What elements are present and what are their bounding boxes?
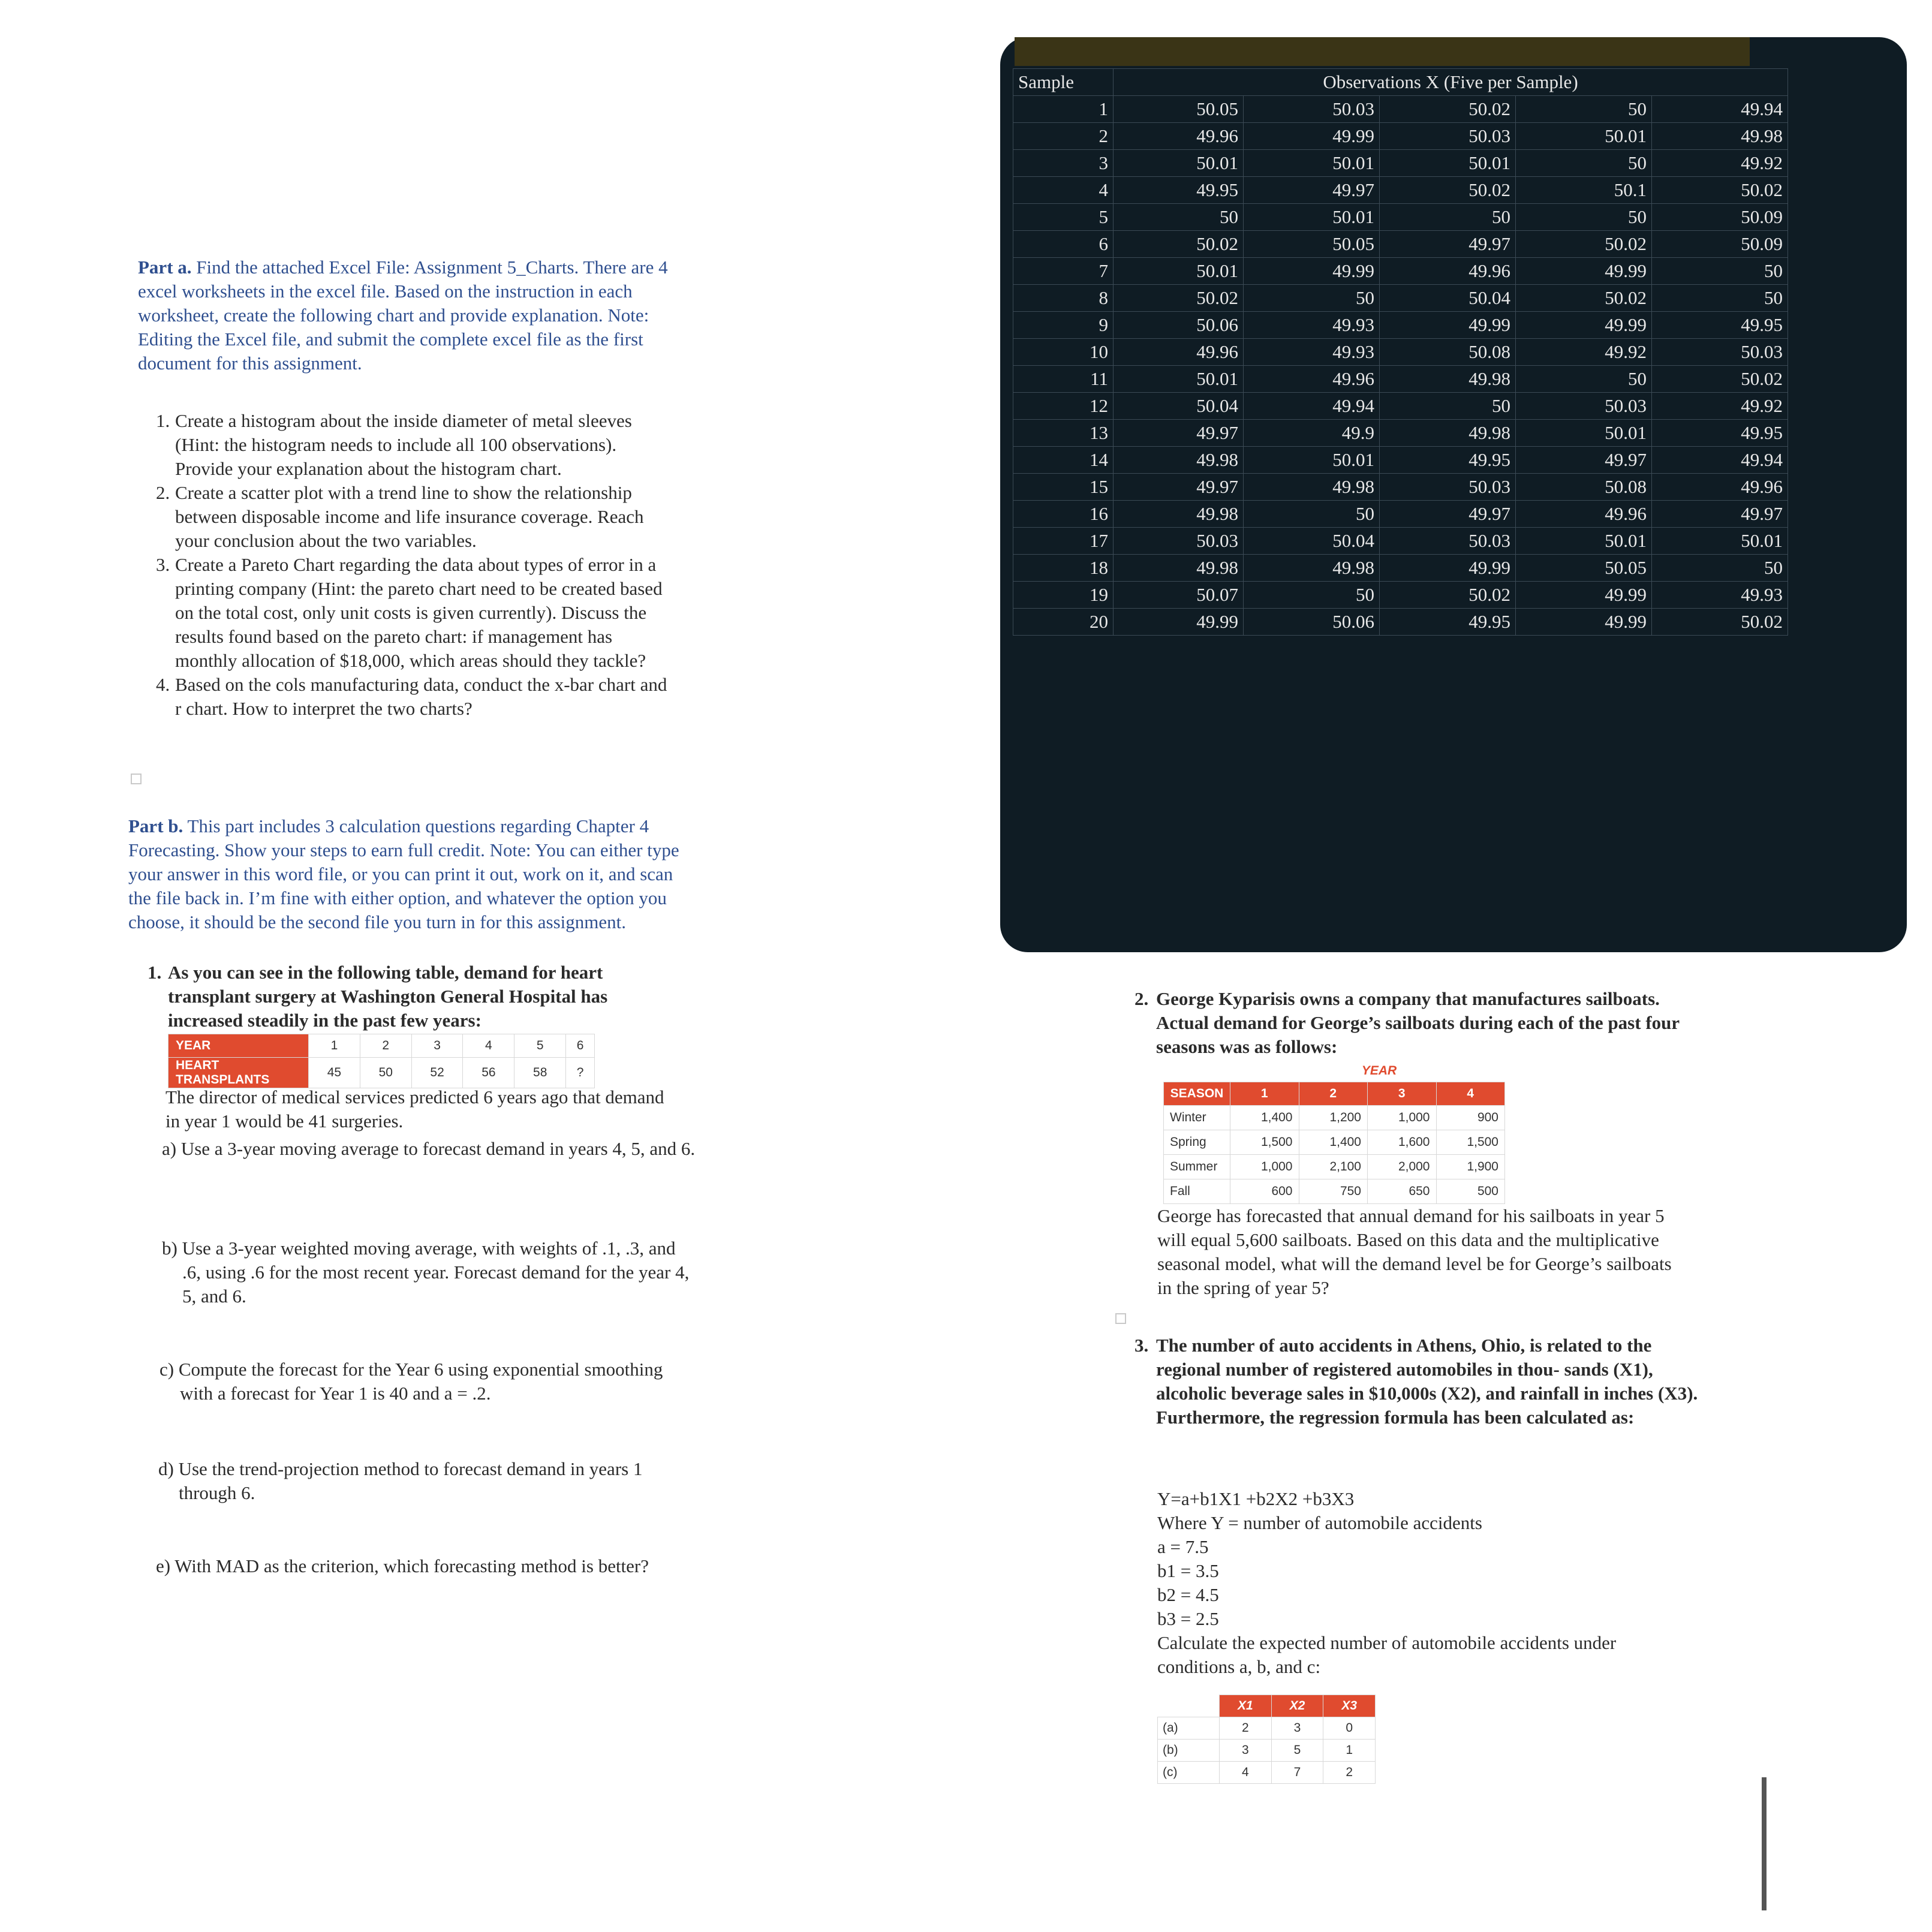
table-row [1013,501,1788,528]
vertical-divider [1762,1777,1767,1910]
observation-value: 49.98 [1380,420,1516,447]
table-row [1013,420,1788,447]
observation-value: 50.09 [1652,231,1788,258]
where-text: Where Y = number of automobile accidents [1157,1512,1482,1533]
observation-value: 49.99 [1516,609,1652,636]
demand-value: 1,900 [1436,1155,1505,1179]
observation-value: 49.98 [1114,447,1244,474]
observation-value: 50.01 [1516,123,1652,150]
sample-number: 18 [1013,555,1114,582]
task-item: 1. Create a histogram about the inside diameter of metal sleeves (Hint: the histogram needs to include all 100 observations). Provide your explanation about the histogram chart. [156,410,632,479]
observation-value: 50.08 [1516,474,1652,501]
observation-value: 50.01 [1114,150,1244,177]
q1-part-a: a) Use a 3-year moving average to forecast demand in years 4, 5, and 6. [162,1138,696,1159]
observation-value: 49.96 [1114,123,1244,150]
season-name: Summer [1164,1155,1230,1179]
table-row [1158,1762,1376,1784]
demand-value: 1,500 [1436,1130,1505,1155]
observation-value: 50.02 [1380,177,1516,204]
demand-value: 1,200 [1299,1106,1368,1130]
table-row [1013,285,1788,312]
table-row: SEASON 1 2 3 4 [1164,1082,1505,1106]
observation-value: 49.99 [1114,609,1244,636]
observation-value: 50.1 [1516,177,1652,204]
table-row: X1 X2 X3 [1158,1695,1376,1717]
season-name: Spring [1164,1130,1230,1155]
sample-number: 1 [1013,96,1114,123]
condition-value: 2 [1323,1762,1376,1784]
observation-value: 50 [1244,582,1380,609]
observation-value: 50.01 [1244,150,1380,177]
sample-number: 17 [1013,528,1114,555]
condition-value: 5 [1271,1740,1323,1762]
observation-value: 50.01 [1114,366,1244,393]
observation-value: 50.02 [1380,96,1516,123]
observation-value: 49.99 [1244,258,1380,285]
table-row [1013,366,1788,393]
observations-panel [1000,37,1907,952]
coef-b3: b3 = 2.5 [1157,1608,1219,1629]
sailboat-demand-table [1163,1082,1505,1204]
table-row [1013,312,1788,339]
condition-value: 1 [1323,1740,1376,1762]
observation-value: 49.99 [1380,312,1516,339]
observation-value: 50.03 [1244,96,1380,123]
table-row [1013,447,1788,474]
part-a-heading: Part a. [138,257,192,278]
observation-value: 50 [1516,96,1652,123]
sample-number: 3 [1013,150,1114,177]
condition-value: 7 [1271,1762,1323,1784]
question-2-title: 2. George Kyparisis owns a company that manufactures sailboats. Actual demand for George’s sailboats during each of the past four seasons was as follows: [1134,988,1680,1057]
observation-value: 49.95 [1380,609,1516,636]
sample-number: 2 [1013,123,1114,150]
observation-value: 49.99 [1516,582,1652,609]
observation-value: 49.92 [1516,339,1652,366]
sample-number: 15 [1013,474,1114,501]
observation-value: 50.01 [1114,258,1244,285]
q1-part-b: b) Use a 3-year weighted moving average, with weights of .1, .3, and .6, using .6 for the most recent year. Forecast demand for the year 4, 5, and 6. [162,1238,690,1307]
observation-value: 49.93 [1652,582,1788,609]
table-row [1013,204,1788,231]
task-item: 3. Create a Pareto Chart regarding the data about types of error in a printing company (Hint: the pareto chart need to be created based on the total cost, only unit costs is given currently). Discuss the results found based on the pareto chart: if management has monthly allocation of $18,000, which areas should they tackle? [156,554,663,671]
observation-value: 50 [1652,555,1788,582]
observation-value: 50.03 [1380,123,1516,150]
sample-number: 20 [1013,609,1114,636]
observation-value: 49.93 [1244,339,1380,366]
demand-value: 2,100 [1299,1155,1368,1179]
task-item: 4. Based on the cols manufacturing data, conduct the x-bar chart and r chart. How to interpret the two charts? [156,674,667,719]
season-name: Fall [1164,1179,1230,1204]
observation-value: 50.01 [1516,528,1652,555]
table-row [1158,1740,1376,1762]
observation-value: 49.97 [1652,501,1788,528]
sample-number: 14 [1013,447,1114,474]
observation-value: 49.95 [1652,420,1788,447]
demand-value: 650 [1368,1179,1437,1204]
part-b-intro: This part includes 3 calculation questions regarding Chapter 4 Forecasting. Show your steps to earn full credit. Note: You can either type your answer in this word file, or you can print it out, work on it, and scan the file back in. I’m fine with either option, and whatever the option you choose, it should be the second file you turn in for this assignment. [128,815,679,932]
observation-value: 49.94 [1652,96,1788,123]
part-b-section [128,814,686,934]
observation-value: 50 [1516,204,1652,231]
table-row [1013,609,1788,636]
demand-value: 1,500 [1230,1130,1299,1155]
part-a-intro: Find the attached Excel File: Assignment 5_Charts. There are 4 excel worksheets in the excel file. Based on the instruction in each worksheet, create the following chart and provide explanation. Note: Editing the Excel file, and submit the complete excel file as the first document for this assignment. [138,257,668,374]
observation-value: 49.92 [1652,150,1788,177]
observation-value: 50.03 [1114,528,1244,555]
observation-value: 49.97 [1114,474,1244,501]
observation-value: 50 [1652,285,1788,312]
sample-number: 4 [1013,177,1114,204]
sample-number: 13 [1013,420,1114,447]
demand-value: 1,400 [1299,1130,1368,1155]
observation-value: 49.99 [1516,258,1652,285]
calc-text: Calculate the expected number of automobile accidents under conditions a, b, and c: [1157,1632,1617,1677]
observation-value: 50.07 [1114,582,1244,609]
demand-value: 1,000 [1230,1155,1299,1179]
observation-value: 49.97 [1380,501,1516,528]
part-a-task-list [156,409,678,721]
table-row [1013,96,1788,123]
panel-header-band [1015,37,1750,66]
observation-value: 50.05 [1114,96,1244,123]
season-name: Winter [1164,1106,1230,1130]
condition-value: 3 [1271,1717,1323,1740]
sample-number: 10 [1013,339,1114,366]
table-row [1013,231,1788,258]
checkbox-icon[interactable] [131,774,142,784]
sample-number: 8 [1013,285,1114,312]
observation-value: 50.01 [1244,447,1380,474]
q1-part-c: c) Compute the forecast for the Year 6 using exponential smoothing with a forecast for Year 1 is 40 and a = .2. [160,1359,663,1404]
observation-value: 50.02 [1516,285,1652,312]
observation-value: 50.02 [1114,231,1244,258]
observation-value: 49.98 [1652,123,1788,150]
observations-table [1013,68,1788,636]
table-row [1013,555,1788,582]
table-row [1013,150,1788,177]
observation-value: 49.96 [1652,474,1788,501]
observation-value: 50.03 [1652,339,1788,366]
observation-value: 50.03 [1380,528,1516,555]
table-row [1013,339,1788,366]
observation-value: 50.01 [1380,150,1516,177]
sample-number: 11 [1013,366,1114,393]
q1-note: The director of medical services predicted 6 years ago that demand in year 1 would be 41 surgeries. [165,1087,664,1131]
observation-value: 49.96 [1244,366,1380,393]
observation-value: 49.98 [1380,366,1516,393]
part-b-heading: Part b. [128,815,183,836]
demand-value: 2,000 [1368,1155,1437,1179]
observation-value: 50 [1516,366,1652,393]
observation-value: 49.97 [1516,447,1652,474]
q3-formula-block [1157,1487,1685,1679]
observation-value: 50.04 [1244,528,1380,555]
sample-number: 7 [1013,258,1114,285]
sample-number: 19 [1013,582,1114,609]
table-row [1013,393,1788,420]
heart-transplants-label: HEART TRANSPLANTS [168,1058,309,1088]
table-row [1013,582,1788,609]
observation-value: 49.96 [1516,501,1652,528]
observation-value: 50.01 [1244,204,1380,231]
part-a-section [138,255,696,375]
table-row [1164,1106,1505,1130]
observation-value: 49.98 [1114,555,1244,582]
sample-number: 9 [1013,312,1114,339]
table-row [1164,1130,1505,1155]
table-row [1013,528,1788,555]
observation-value: 50.05 [1244,231,1380,258]
question-3-title: 3. The number of auto accidents in Athens, Ohio, is related to the regional number of registered automobiles in thou- sands (X1), alcoholic beverage sales in $10,000s (X2), and rainfall in inches (X3). Furthermore, the regression formula has been calculated as: [1134,1335,1698,1428]
table-row [1158,1717,1376,1740]
observation-value: 49.93 [1244,312,1380,339]
observation-value: 50.02 [1114,285,1244,312]
observations-title: Observations X (Five per Sample) [1114,69,1788,96]
observation-value: 50 [1652,258,1788,285]
condition-value: 2 [1220,1717,1272,1740]
demand-value: 1,000 [1368,1106,1437,1130]
observation-value: 50.02 [1652,177,1788,204]
heart-transplant-table [168,1034,595,1088]
table-row [1164,1179,1505,1204]
coef-b1: b1 = 3.5 [1157,1560,1219,1581]
observation-value: 49.98 [1244,474,1380,501]
observation-value: 50.02 [1516,231,1652,258]
observation-value: 50.06 [1244,609,1380,636]
condition-value: 0 [1323,1717,1376,1740]
observation-value: 49.99 [1244,123,1380,150]
accidents-table [1157,1695,1376,1784]
observation-value: 49.95 [1652,312,1788,339]
table-row [1013,177,1788,204]
task-item: 2. Create a scatter plot with a trend line to show the relationship between disposable income and life insurance coverage. Reach your conclusion about the two variables. [156,482,644,551]
table-row [1013,123,1788,150]
sample-number: 16 [1013,501,1114,528]
observation-value: 50.03 [1380,474,1516,501]
observation-value: 50.05 [1516,555,1652,582]
observation-value: 49.98 [1114,501,1244,528]
observation-value: 50.04 [1114,393,1244,420]
condition-label: (b) [1158,1740,1220,1762]
condition-value: 3 [1220,1740,1272,1762]
observation-value: 50.08 [1380,339,1516,366]
demand-value: 500 [1436,1179,1505,1204]
observation-value: 50.06 [1114,312,1244,339]
table-row [1013,474,1788,501]
q1-part-d: d) Use the trend-projection method to forecast demand in years 1 through 6. [158,1458,643,1503]
observation-value: 50.02 [1652,366,1788,393]
observation-value: 49.95 [1380,447,1516,474]
observation-value: 49.98 [1244,555,1380,582]
observation-value: 50 [1380,204,1516,231]
observation-value: 50 [1244,501,1380,528]
observation-value: 50.02 [1380,582,1516,609]
q1-part-e: e) With MAD as the criterion, which forecasting method is better? [156,1555,649,1576]
observation-value: 49.96 [1114,339,1244,366]
observation-value: 49.97 [1380,231,1516,258]
condition-value: 4 [1220,1762,1272,1784]
sample-number: 12 [1013,393,1114,420]
q2-text: George has forecasted that annual demand for his sailboats in year 5 will equal 5,600 sailboats. Based on this data and the multiplicative seasonal model, what will the demand level be for George’s sailboats in the spring of year 5? [1157,1205,1672,1298]
coef-a: a = 7.5 [1157,1536,1209,1557]
demand-value: 750 [1299,1179,1368,1204]
observation-value: 50 [1114,204,1244,231]
regression-formula: Y=a+b1X1 +b2X2 +b3X3 [1157,1488,1355,1509]
sample-number: 6 [1013,231,1114,258]
observation-value: 50.01 [1652,528,1788,555]
demand-value: 600 [1230,1179,1299,1204]
observation-value: 49.99 [1380,555,1516,582]
sample-number: 5 [1013,204,1114,231]
season-label: SEASON [1164,1082,1230,1106]
table-row [1013,258,1788,285]
year-label: YEAR [168,1034,309,1058]
observation-value: 49.95 [1114,177,1244,204]
table-row [1164,1155,1505,1179]
observation-value: 49.97 [1114,420,1244,447]
condition-label: (a) [1158,1717,1220,1740]
demand-value: 900 [1436,1106,1505,1130]
observation-value: 49.94 [1652,447,1788,474]
observation-value: 50.09 [1652,204,1788,231]
observation-value: 49.94 [1244,393,1380,420]
sailboat-year-title: YEAR [1361,1064,1397,1078]
observation-value: 49.96 [1380,258,1516,285]
coef-b2: b2 = 4.5 [1157,1584,1219,1605]
table-row: YEAR 1 2 3 4 5 6 [168,1034,595,1058]
observation-value: 49.99 [1516,312,1652,339]
demand-value: 1,600 [1368,1130,1437,1155]
table-row: HEART TRANSPLANTS 45 50 52 56 58 ? [168,1058,595,1088]
checkbox-icon[interactable] [1115,1313,1126,1324]
sample-label: Sample [1013,69,1114,96]
observation-value: 49.97 [1244,177,1380,204]
table-row [1013,69,1788,96]
question-1-title: 1. As you can see in the following table, demand for heart transplant surgery at Washington General Hospital has increased steadily in the past few years: [148,962,608,1031]
observation-value: 49.92 [1652,393,1788,420]
observation-value: 50 [1244,285,1380,312]
observation-value: 50.01 [1516,420,1652,447]
demand-value: 1,400 [1230,1106,1299,1130]
observation-value: 50.02 [1652,609,1788,636]
observation-value: 50 [1380,393,1516,420]
observation-value: 50 [1516,150,1652,177]
condition-label: (c) [1158,1762,1220,1784]
observation-value: 50.03 [1516,393,1652,420]
observation-value: 49.9 [1244,420,1380,447]
observation-value: 50.04 [1380,285,1516,312]
